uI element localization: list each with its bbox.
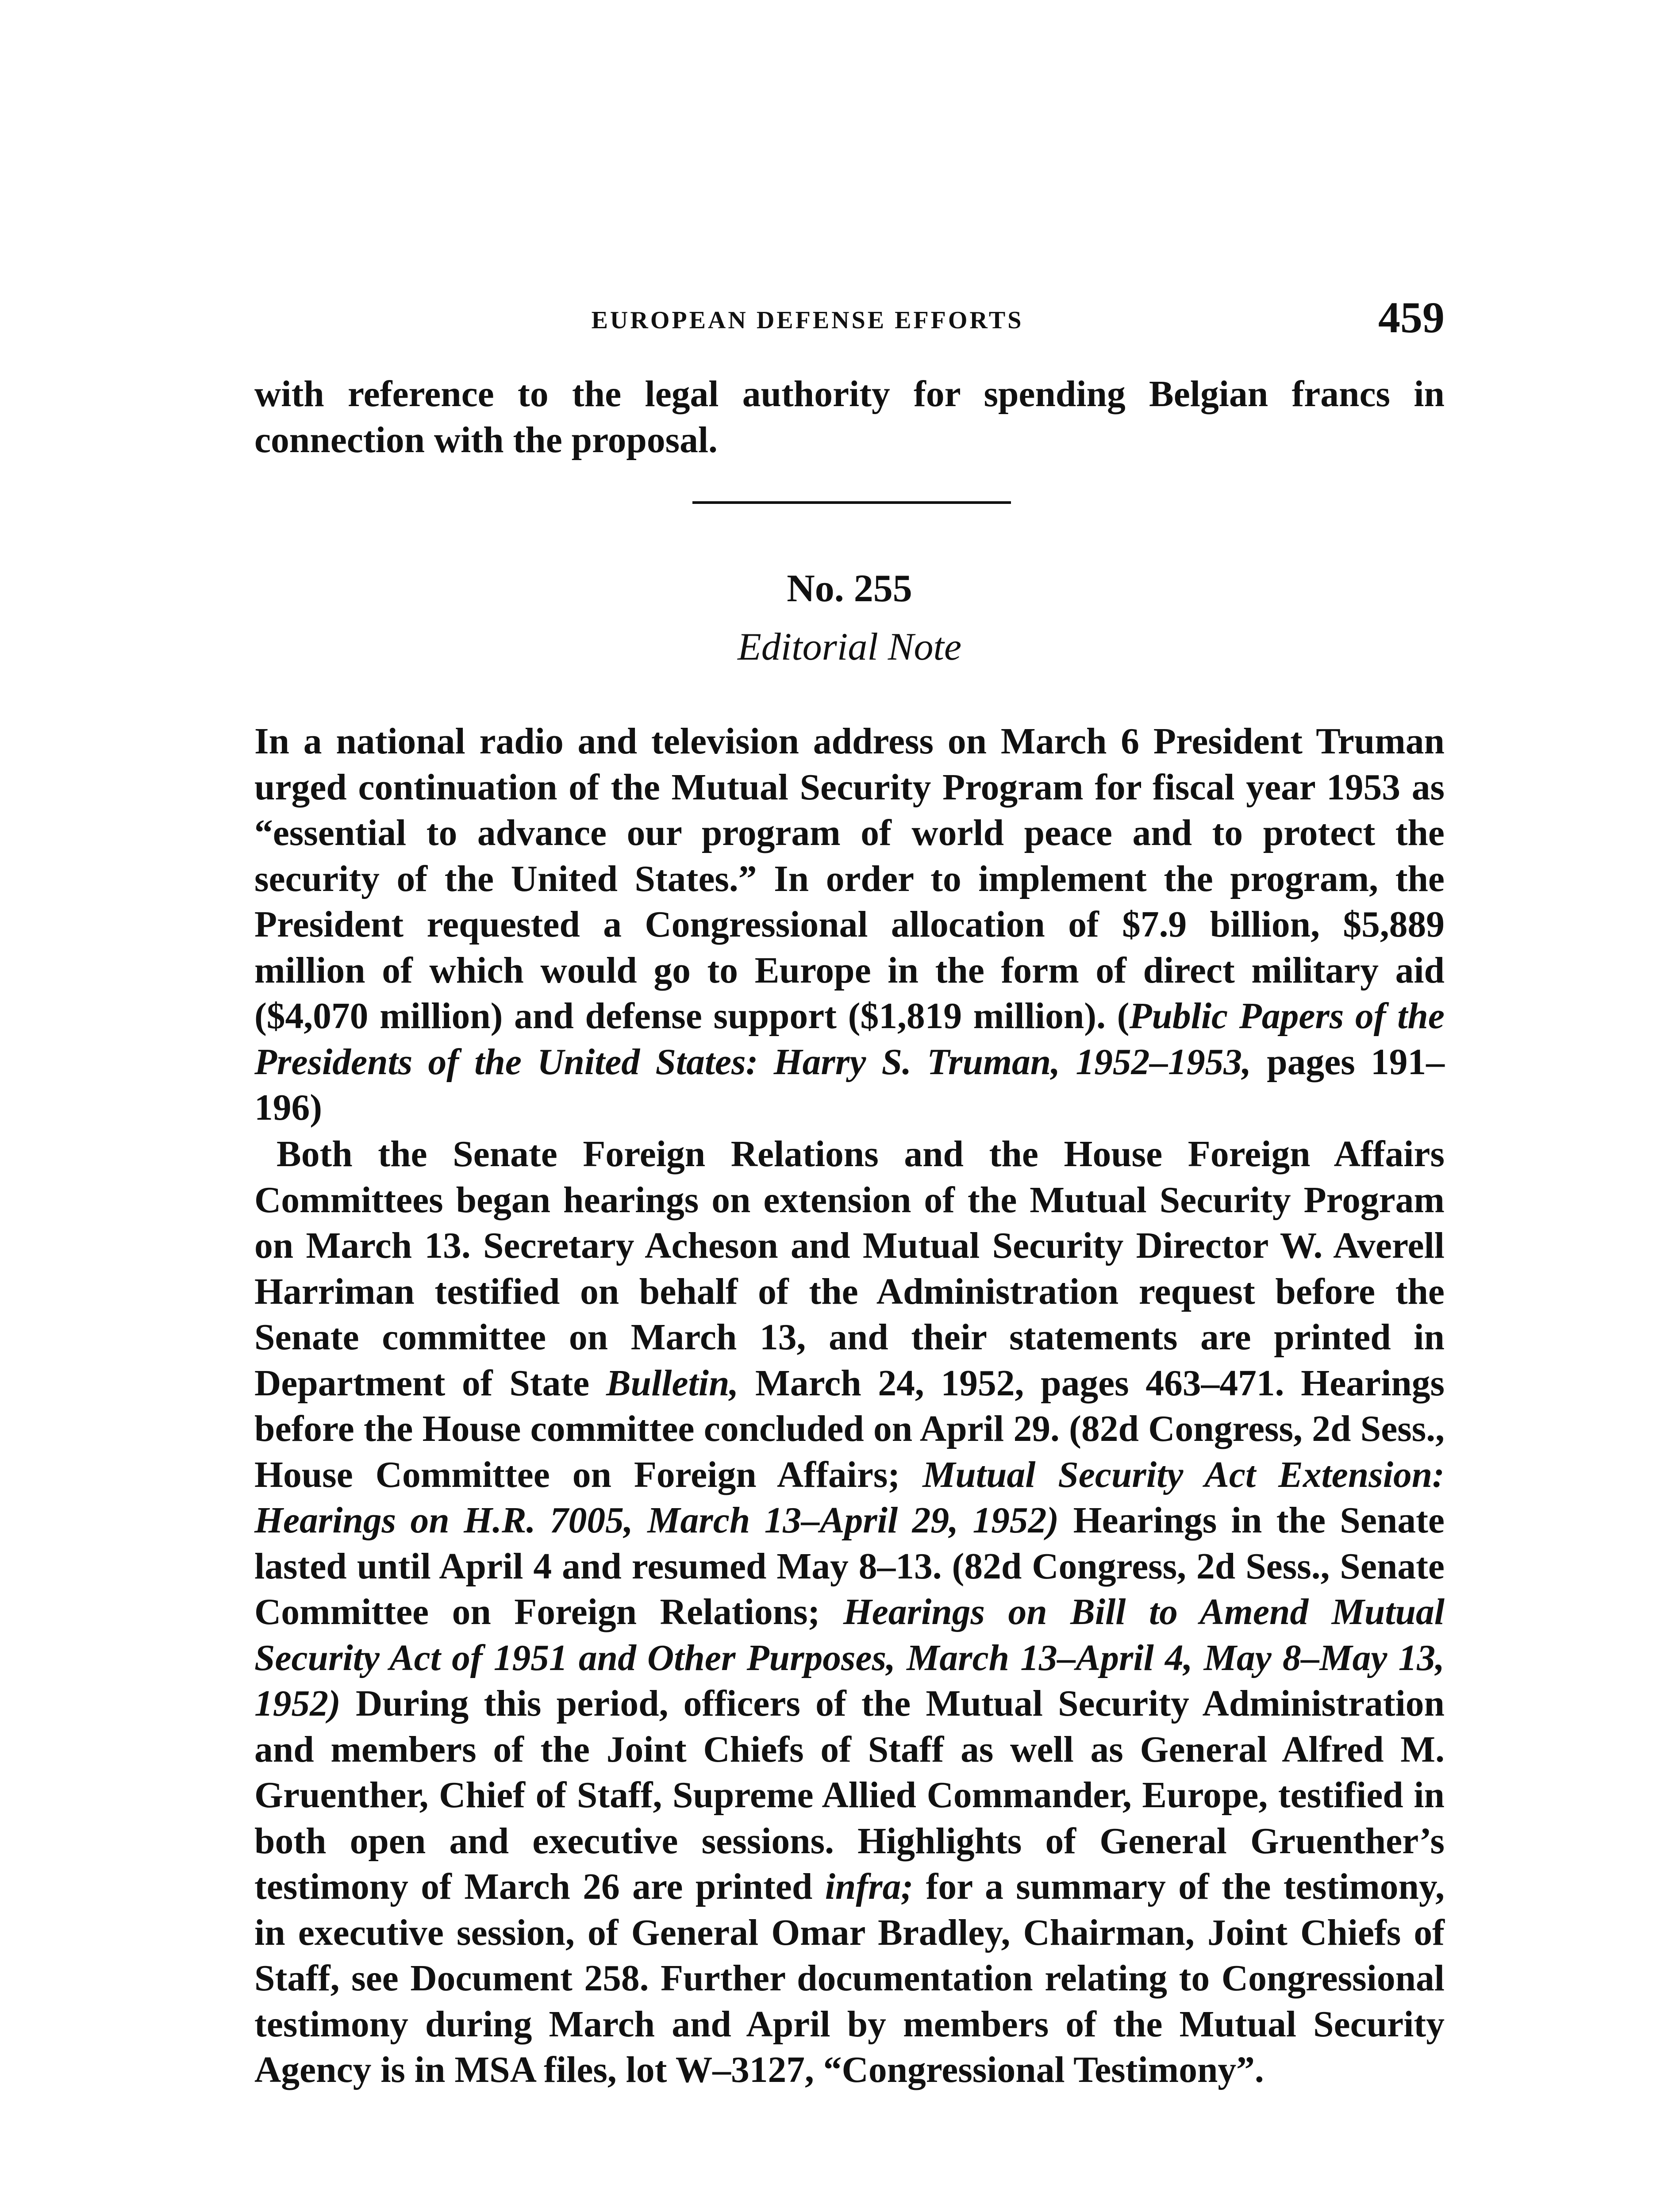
paragraph-2-senate-hearings-title: Hearings on Bill to Amend Mutual Security Act of 1951 and Other Purposes, March 13–April 4, May 8–May 13, 1952) (254, 1592, 1445, 1724)
running-head (254, 292, 1445, 345)
continuation-paragraph: with reference to the legal authority for spending Belgian francs in connection with the proposal. (254, 374, 1445, 461)
document-heading: Editorial Note (738, 626, 961, 668)
paragraph-2-text-2: March 24, 1952, pages 463–471. Hearings before the House committee concluded on April 29. (82d Congress, 2d Sess., House Committee on Foreign Affairs; (254, 1363, 1445, 1495)
paragraph-2-text-4: During this period, officers of the Mutual Security Administration and members of the Joint Chiefs of Staff as well as General Alfred M. Gruenther, Chief of Staff, Supreme Allied Commander, Europe, testified in both open and executive sessions. Highlights of General Gruenther’s testimony of March 26 are printed (254, 1683, 1445, 1907)
paragraph-2-text-1: Both the Senate Foreign Relations and the House Foreign Affairs Committees began hearings on extension of the Mutual Security Program on March 13. Secretary Acheson and Mutual Security Director W. Averell Harriman testified on behalf of the Administration request before the Senate committee on March 13, and their statements are printed in Department of State (254, 1134, 1445, 1404)
paragraph-1-citation: Public Papers of the Presidents of the United States: Harry S. Truman, 1952–1953, (254, 996, 1445, 1083)
paragraph-2 (254, 1132, 1445, 2093)
page-number: 459 (1378, 293, 1445, 342)
paragraph-2-bulletin: Bulletin, (606, 1363, 739, 1404)
document-number: No. 255 (787, 567, 912, 610)
running-title: EUROPEAN DEFENSE EFFORTS (591, 307, 1024, 334)
paragraph-2-text-5: for a summary of the testimony, in executive session, of General Omar Bradley, Chairman, Joint Chiefs of Staff, see Document 258. Further documentation relating to Congressional testimony during March and April by members of the Mutual Security Agency is in MSA files, lot W–3127, “Congressional Testimony”. (254, 1866, 1445, 2090)
section-divider (692, 501, 1011, 504)
paragraph-2-infra: infra; (825, 1866, 914, 1907)
paragraph-2-text-3: Hearings in the Senate lasted until April 4 and resumed May 8–13. (82d Congress, 2d Sess., Senate Committee on Foreign Relations; (254, 1500, 1445, 1632)
paragraph-1-text-1: In a national radio and television address on March 6 President Truman urged continuation of the Mutual Security Program for fiscal year 1953 as “essential to advance our program of world peace and to protect the security of the United States.” In order to implement the program, the President requested a Congressional allocation of $7.9 billion, $5,889 million of which would go to Europe in the form of direct military aid ($4,070 million) and defense support ($1,819 million). ( (254, 721, 1445, 1037)
paragraph-1 (254, 719, 1445, 1131)
paragraph-1-text-2: pages 191–196) (254, 1041, 1445, 1128)
paragraph-2-house-hearings-title: Mutual Security Act Extension: Hearings on H.R. 7005, March 13–April 29, 1952) (254, 1454, 1445, 1541)
